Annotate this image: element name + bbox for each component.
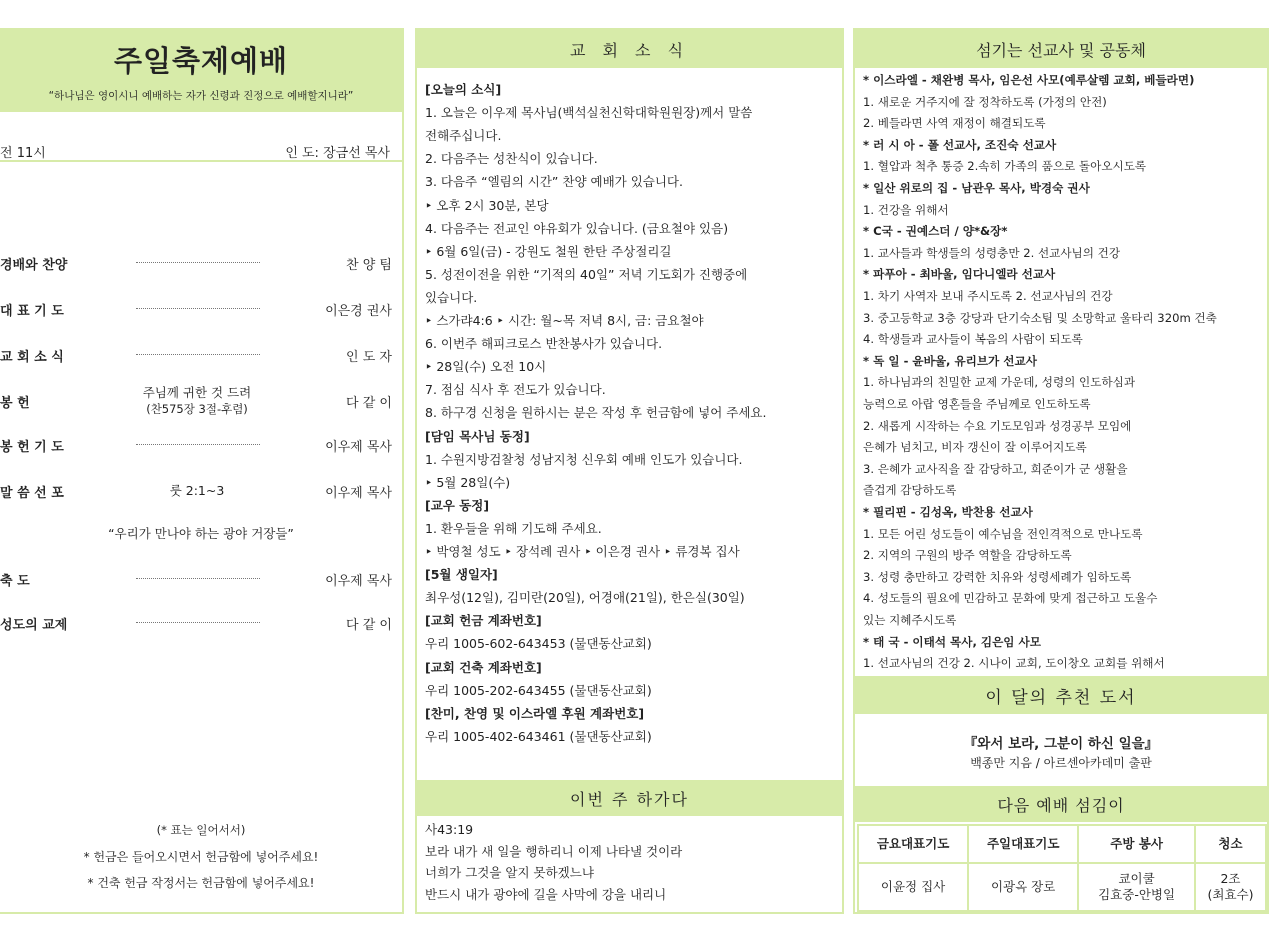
duty-header-cell: 주일대표기도 bbox=[968, 825, 1078, 863]
duty-value-cell bbox=[968, 863, 1078, 911]
list-item: 1. 선교사님의 건강 2. 시나이 교회, 도이창오 교회를 위해서 bbox=[863, 656, 1165, 671]
order-name: 성도의 교제 bbox=[0, 618, 68, 633]
section-heading: * 일산 위로의 집 - 남관우 목사, 박경숙 권사 bbox=[863, 181, 1090, 195]
missionary-header: 섬기는 선교사 및 공동체 bbox=[855, 30, 1267, 68]
order-row bbox=[0, 254, 402, 294]
list-item: 우리 1005-602-643453 (물댄동산교회) bbox=[425, 636, 652, 652]
missionary-panel bbox=[853, 28, 1269, 914]
worship-title: 주일축제예배 bbox=[113, 44, 289, 78]
order-row bbox=[0, 300, 402, 340]
section-heading: [교우 동정] bbox=[425, 497, 490, 513]
list-item: 있는 지혜주시도록 bbox=[863, 613, 957, 627]
order-person: 다 같 이 bbox=[346, 396, 392, 411]
section-heading: * 태 국 - 이태석 목사, 김은임 사모 bbox=[863, 634, 1041, 649]
list-item: 1. 새로운 거주지에 잘 정착하도록 (가정의 안전) bbox=[863, 94, 1107, 109]
duty-header-cell: 금요대표기도 bbox=[858, 825, 968, 863]
duty-value-cell bbox=[858, 863, 968, 911]
church-news-header: 교 회 소 식 bbox=[417, 30, 842, 68]
section-heading: [5월 생일자] bbox=[425, 567, 498, 583]
book-header: 이 달의 추천 도서 bbox=[855, 676, 1267, 714]
section-heading: * 독 일 - 윤바울, 유리브가 선교사 bbox=[863, 353, 1037, 368]
order-row bbox=[0, 614, 402, 654]
section-heading: [오늘의 소식] bbox=[425, 82, 502, 97]
list-item: 4. 학생들과 교사들이 복음의 사람이 되도록 bbox=[863, 332, 1083, 347]
list-item: 6. 이번주 해피크로스 반찬봉사가 있습니다. bbox=[425, 336, 663, 352]
section-heading: * 파푸아 - 최바울, 임다니엘라 선교사 bbox=[863, 267, 1056, 282]
haggadah-header: 이번 주 하가다 bbox=[417, 780, 842, 816]
offering-note: * 헌금은 들어오시면서 헌금함에 넣어주세요! bbox=[83, 850, 319, 864]
order-row bbox=[0, 482, 402, 522]
list-item: 1. 차기 사역자 보내 주시도록 2. 선교사님의 건강 bbox=[863, 289, 1113, 303]
section-heading: * 러 시 아 - 폴 선교사, 조진숙 선교사 bbox=[863, 137, 1057, 152]
list-item: 8. 하구경 신청을 원하시는 분은 작성 후 헌금함에 넣어 주세요. bbox=[425, 405, 767, 421]
list-item: 7. 점심 식사 후 전도가 있습니다. bbox=[425, 382, 606, 398]
worship-title-header bbox=[0, 30, 402, 112]
list-item: ‣ 28일(수) 오전 10시 bbox=[425, 359, 547, 375]
list-item: 1. 건강을 위해서 bbox=[863, 202, 949, 217]
worship-subtitle: “하나님은 영이시니 예배하는 자가 신령과 진정으로 예배할지니라” bbox=[48, 90, 354, 102]
order-person: 인 도 자 bbox=[346, 350, 392, 365]
list-item: 1. 하나님과의 친밀한 교제 가운데, 성령의 인도하심과 bbox=[863, 375, 1136, 390]
duty-header-cell: 주방 봉사 bbox=[1078, 825, 1195, 863]
duty-value: 2조 bbox=[1220, 871, 1241, 886]
order-name: 봉 헌 bbox=[0, 396, 30, 411]
order-dots bbox=[136, 578, 260, 579]
order-person: 이우제 목사 bbox=[325, 486, 392, 501]
list-item: 2. 지역의 구원의 방주 역할을 감당하도록 bbox=[863, 548, 1072, 563]
worship-leader: 인 도: 장금선 목사 bbox=[285, 146, 390, 161]
list-item: 우리 1005-402-643461 (물댄동산교회) bbox=[425, 728, 652, 744]
duty-value: 이광옥 장로 bbox=[990, 879, 1056, 894]
list-item: ‣ 스가랴4:6 ‣ 시간: 월~목 저녁 8시, 금: 금요철야 bbox=[425, 313, 704, 328]
order-row bbox=[0, 436, 402, 476]
duty-value: 이윤정 집사 bbox=[880, 879, 946, 894]
duty-value-second: 김효중-안병일 bbox=[1098, 887, 1176, 902]
list-item: 능력으로 아랍 영혼들을 주님께로 인도하도록 bbox=[863, 397, 1091, 411]
duty-value: 쿄이쿨 bbox=[1118, 871, 1155, 886]
order-name: 경배와 찬양 bbox=[0, 258, 68, 273]
order-name: 교 회 소 식 bbox=[0, 350, 64, 365]
worship-order-panel bbox=[0, 28, 404, 914]
order-name: 봉 헌 기 도 bbox=[0, 440, 64, 455]
list-item: 2. 베들라면 사역 재정이 해결되도록 bbox=[863, 116, 1046, 131]
order-name: 축 도 bbox=[0, 574, 30, 589]
list-item: 최우성(12일), 김미란(20일), 어경애(21일), 한은실(30일) bbox=[425, 590, 745, 606]
order-row bbox=[0, 346, 402, 386]
sermon-title: “우리가 만나야 하는 광야 거장들” bbox=[108, 526, 294, 541]
building-offering-note: * 건축 헌금 작정서는 헌금함에 넣어주세요! bbox=[87, 876, 315, 890]
order-dots bbox=[136, 262, 260, 263]
list-item: ‣ 5월 28일(수) bbox=[425, 474, 511, 490]
section-heading: [교회 건축 계좌번호] bbox=[425, 659, 542, 675]
list-item: 3. 다음주 “엘림의 시간” 찬양 예배가 있습니다. bbox=[425, 174, 683, 190]
order-person: 이우제 목사 bbox=[325, 440, 392, 455]
section-heading: * 이스라엘 - 채완병 목사, 임은선 사모(예루살렘 교회, 베들라면) bbox=[863, 73, 1195, 87]
list-item: 1. 교사들과 학생들의 성령충만 2. 선교사님의 건강 bbox=[863, 245, 1121, 260]
book-author: 백종만 지음 / 아르센아카데미 출판 bbox=[970, 756, 1152, 770]
next-service-header: 다음 예배 섬김이 bbox=[855, 786, 1267, 822]
list-item: 1. 환우들을 위해 기도해 주세요. bbox=[425, 520, 602, 536]
order-dots bbox=[136, 354, 260, 355]
book-title: 『와서 보라, 그분이 하신 일을』 bbox=[963, 736, 1159, 752]
order-name: 말 씀 선 포 bbox=[0, 486, 64, 501]
order-dots bbox=[136, 308, 260, 309]
order-hymn-number: (찬575장 3절-후렴) bbox=[146, 402, 248, 416]
list-item: 은혜가 넘치고, 비자 갱신이 잘 이루어지도록 bbox=[863, 440, 1087, 455]
order-name: 대 표 기 도 bbox=[0, 304, 64, 319]
list-item: 2. 새롭게 시작하는 수요 기도모임과 성경공부 모임에 bbox=[863, 418, 1132, 433]
order-dots bbox=[136, 622, 260, 623]
worship-time-row bbox=[0, 140, 402, 162]
order-person: 찬 양 팀 bbox=[346, 258, 392, 273]
list-item: 사43:19 bbox=[425, 822, 474, 837]
duty-value-cell bbox=[1078, 863, 1195, 911]
list-item: ‣ 박영철 성도 ‣ 장석례 권사 ‣ 이은경 권사 ‣ 류경복 집사 bbox=[425, 544, 740, 559]
order-row bbox=[0, 384, 402, 424]
list-item: 1. 수원지방검찰청 성남지청 신우회 예배 인도가 있습니다. bbox=[425, 451, 743, 467]
list-item: 반드시 내가 광야에 길을 사막에 강을 내리니 bbox=[425, 886, 667, 902]
list-item: 4. 다음주는 전교인 야유회가 있습니다. (금요철야 있음) bbox=[425, 220, 729, 236]
church-news-panel bbox=[415, 28, 844, 914]
section-heading: [찬미, 찬영 및 이스라엘 후원 계좌번호] bbox=[425, 705, 645, 721]
duty-value-cell bbox=[1195, 863, 1266, 911]
list-item: 2. 다음주는 성찬식이 있습니다. bbox=[425, 151, 598, 167]
duty-header-cell: 청소 bbox=[1195, 825, 1266, 863]
order-person: 이우제 목사 bbox=[325, 574, 392, 589]
list-item: 보라 내가 새 일을 행하리니 이제 나타낼 것이라 bbox=[425, 843, 683, 859]
order-person: 이은경 권사 bbox=[325, 304, 392, 319]
standing-note: (* 표는 일어서서) bbox=[156, 823, 246, 837]
order-person: 다 같 이 bbox=[346, 618, 392, 633]
list-item: 5. 성전이전을 위한 “기적의 40일” 저녁 기도회가 진행중에 bbox=[425, 266, 748, 282]
duty-value-row bbox=[858, 863, 1266, 911]
order-dots bbox=[136, 444, 260, 445]
order-row bbox=[0, 570, 402, 610]
duty-value-second: (최효수) bbox=[1207, 887, 1254, 902]
list-item: 1. 모든 어린 성도들이 예수님을 전인격적으로 만나도록 bbox=[863, 526, 1143, 541]
list-item: 즐겁게 감당하도록 bbox=[863, 483, 957, 498]
section-heading: * C국 - 권예스더 / 양*&장* bbox=[863, 224, 1008, 239]
order-scripture: 룻 2:1~3 bbox=[169, 483, 225, 498]
list-item: 3. 성령 충만하고 강력한 치유와 성령세례가 임하도록 bbox=[863, 569, 1132, 584]
section-heading: * 필리핀 - 김성옥, 박찬용 선교사 bbox=[863, 505, 1033, 519]
list-item: 1. 혈압과 척추 통증 2.속히 가족의 품으로 돌아오시도록 bbox=[863, 159, 1147, 174]
list-item: 1. 오늘은 이우제 목사님(백석실천신학대학원원장)께서 말씀 bbox=[425, 105, 753, 121]
duty-header-row bbox=[858, 825, 1266, 863]
section-heading: [교회 헌금 계좌번호] bbox=[425, 613, 542, 629]
worship-time: 전 11시 bbox=[0, 146, 46, 161]
list-item: 전해주십니다. bbox=[425, 128, 502, 144]
list-item: 3. 중고등학교 3층 강당과 단기숙소팀 및 소망학교 울타리 320m 건축 bbox=[863, 310, 1217, 325]
list-item: 우리 1005-202-643455 (물댄동산교회) bbox=[425, 682, 652, 698]
list-item: 4. 성도들의 필요에 민감하고 문화에 맞게 접근하고 도울수 bbox=[863, 591, 1158, 606]
order-hymn: 주님께 귀한 것 드려 bbox=[142, 385, 252, 400]
list-item: 있습니다. bbox=[425, 289, 478, 305]
list-item: 너희가 그것을 알지 못하겠느냐 bbox=[425, 865, 594, 880]
duty-table bbox=[857, 824, 1267, 912]
list-item: ‣ 오후 2시 30분, 본당 bbox=[425, 197, 549, 213]
section-heading: [담임 목사님 동정] bbox=[425, 428, 530, 444]
list-item: 3. 은혜가 교사직을 잘 감당하고, 희준이가 군 생활을 bbox=[863, 461, 1128, 476]
list-item: ‣ 6월 6일(금) - 강원도 철원 한탄 주상절리길 bbox=[425, 243, 672, 259]
